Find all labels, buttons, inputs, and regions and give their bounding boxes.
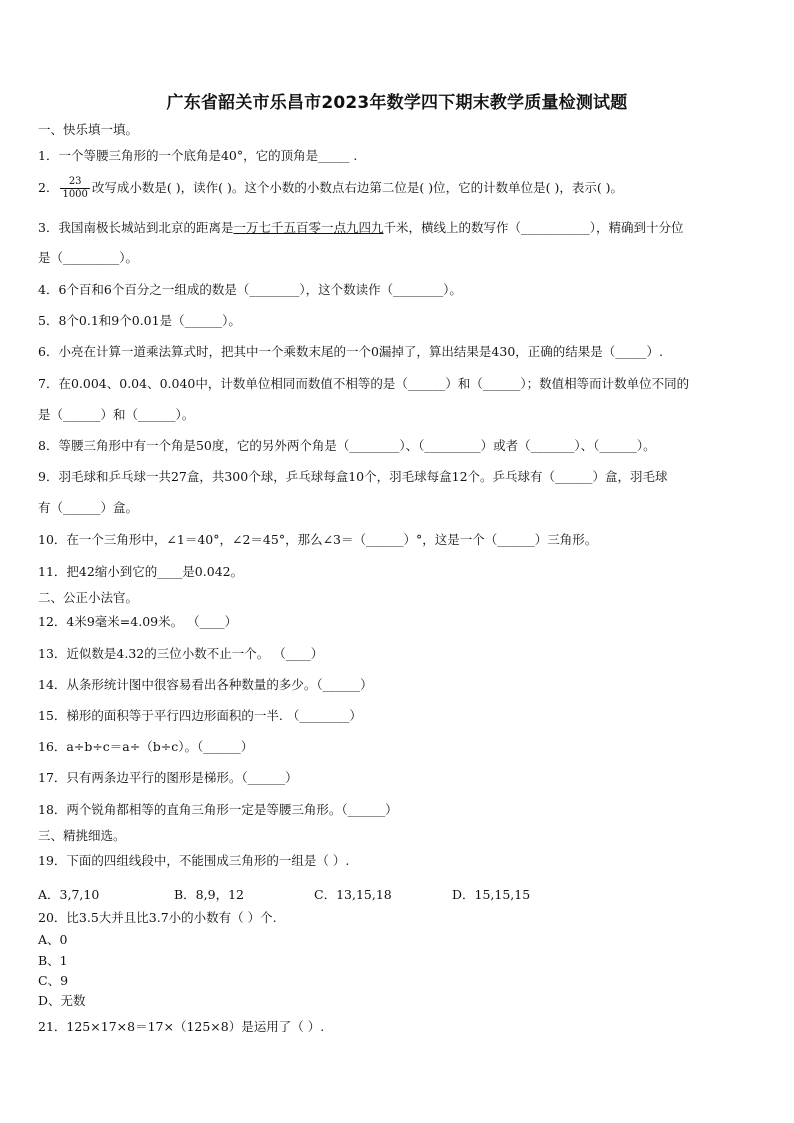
question-19-option-c: C．13,15,18 — [314, 887, 392, 902]
question-16: 16．a÷b÷c＝a÷（b÷c）。（______） — [38, 739, 254, 754]
question-2 — [38, 176, 623, 201]
fraction-denominator: 1000 — [62, 189, 88, 200]
question-17: 17．只有两条边平行的图形是梯形。（______） — [38, 770, 298, 785]
question-20: 20．比3.5大并且比3.7小的小数有（ ）个. — [38, 910, 277, 925]
question-15: 15．梯形的面积等于平行四边形面积的一半. （________） — [38, 708, 362, 723]
question-10: 10．在一个三角形中，∠1＝40°，∠2＝45°，那么∠3＝（______）°，这是一个（______）三角形。 — [38, 532, 598, 547]
question-19: 19．下面的四组线段中，不能围成三角形的一组是（ ）. — [38, 853, 350, 868]
question-9-continued: 有（______）盒。 — [38, 500, 139, 515]
question-6: 6．小亮在计算一道乘法算式时，把其中一个乘数末尾的一个0漏掉了，算出结果是430，正确的结果是（_____）. — [38, 344, 663, 359]
question-20-option-d: D、无数 — [38, 993, 86, 1008]
question-19-option-d: D．15,15,15 — [452, 887, 531, 902]
question-3-continued: 是（_________）。 — [38, 250, 139, 265]
question-7: 7．在0.004、0.04、0.040中，计数单位相同而数值不相等的是（______）和（______）；数值相等而计数单位不同的 — [38, 376, 690, 391]
question-3-underlined: 一万七千五百零一点九四九 — [233, 220, 384, 235]
section-3-heading: 三、精挑细选。 — [38, 828, 126, 843]
section-1-heading: 一、快乐填一填。 — [38, 122, 139, 137]
question-7-continued: 是（______）和（______）。 — [38, 407, 195, 422]
page-title: 广东省韶关市乐昌市2023年数学四下期末教学质量检测试题 — [166, 93, 628, 113]
fraction — [60, 176, 89, 201]
question-20-option-a: A、0 — [38, 932, 68, 947]
question-3 — [38, 220, 684, 236]
question-4: 4．6个百和6个百分之一组成的数是（________），这个数读作（________）。 — [38, 282, 462, 297]
question-19-option-a: A．3,7,10 — [38, 887, 100, 902]
question-18: 18．两个锐角都相等的直角三角形一定是等腰三角形。（______） — [38, 802, 398, 817]
question-1: 1．一个等腰三角形的一个底角是40°，它的顶角是_____ . — [38, 148, 358, 163]
question-13: 13．近似数是4.32的三位小数不止一个。 （____） — [38, 646, 324, 661]
question-2-text: 改写成小数是( )，读作( )。这个小数的小数点右边第二位是( )位，它的计数单位是( )，表示( )。 — [91, 180, 624, 195]
question-20-option-c: C、9 — [38, 973, 69, 988]
question-19-option-b: B．8,9，12 — [174, 887, 244, 902]
question-11: 11．把42缩小到它的____是0.042。 — [38, 564, 244, 579]
question-8: 8．等腰三角形中有一个角是50度，它的另外两个角是（________）、（_________）或者（_______）、（______）。 — [38, 438, 656, 453]
question-5: 5．8个0.1和9个0.01是（______）。 — [38, 313, 241, 328]
question-3-text-b: 千米，横线上的数写作（___________），精确到十分位 — [383, 220, 684, 235]
question-3-text-a: 3．我国南极长城站到北京的距离是 — [38, 220, 234, 235]
question-2-number: 2． — [38, 180, 59, 195]
question-20-option-b: B、1 — [38, 953, 68, 968]
question-12: 12．4米9毫米=4.09米。 （____） — [38, 614, 238, 629]
section-2-heading: 二、公正小法官。 — [38, 590, 139, 605]
question-9: 9．羽毛球和乒乓球一共27盒，共300个球，乒乓球每盒10个，羽毛球每盒12个。乒乓球有（______）盒，羽毛球 — [38, 469, 668, 484]
fraction-numerator: 23 — [60, 176, 89, 189]
question-21: 21．125×17×8＝17×（125×8）是运用了（ ）. — [38, 1019, 325, 1034]
question-14: 14．从条形统计图中很容易看出各种数量的多少。（______） — [38, 677, 373, 692]
